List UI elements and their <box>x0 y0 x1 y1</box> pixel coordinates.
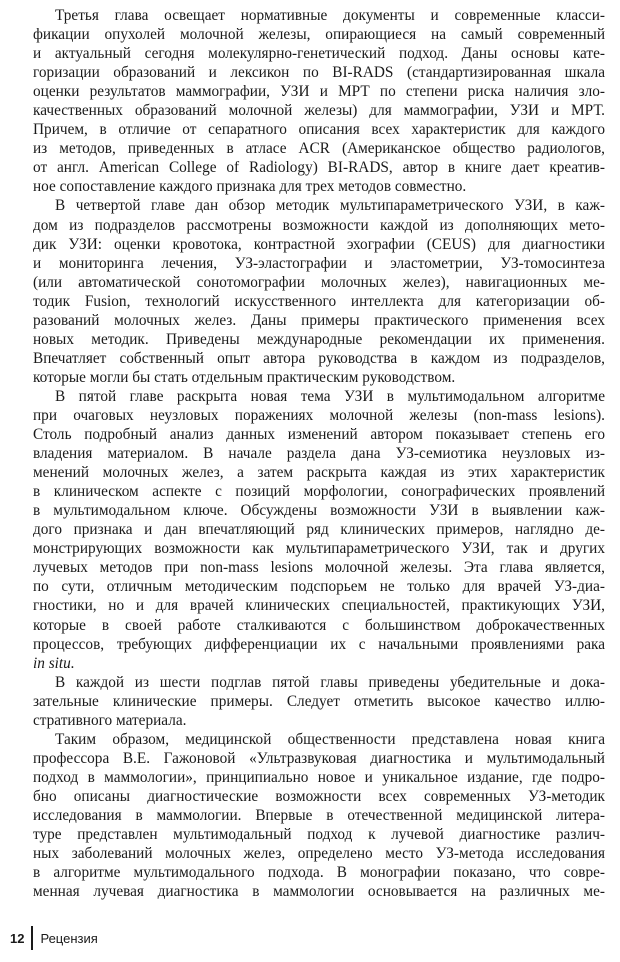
text-line: в клиническом аспекте с позиций морфологии, сонографических проявлений <box>33 483 605 501</box>
text-line: и мониторинга лечения, УЗ-эластографии и эластометрии, УЗ-томосинтеза <box>33 254 605 272</box>
text-line: горизации образований и лексикон по BI-RADS (стандартизированная шкала <box>33 64 605 82</box>
text-line: В пятой главе раскрыта новая тема УЗИ в мультимодальном алгоритме <box>55 387 605 405</box>
text-line: подход в маммологии», принципиально новое и уникальное издание, где подро- <box>33 768 605 786</box>
text-line: и актуальный сегодня молекулярно-генетический подход. Даны основы кате- <box>33 45 605 63</box>
text-line: дого признака и дан впечатляющий ряд клинических примеров, наглядно де- <box>33 521 605 539</box>
text-line: стративного материала. <box>33 711 187 729</box>
text-line: менная лучевая диагностика в маммологии основывается на различных ме- <box>33 883 605 901</box>
text-line: оценки результатов маммографии, УЗИ и МРТ по степени риска наличия зло- <box>33 83 605 101</box>
text-line: которые в своей работе сталкиваются с большинством доброкачественных <box>33 616 605 634</box>
text-line: В каждой из шести подглав пятой главы приведены убедительные и дока- <box>55 673 605 691</box>
text-line: в мультимодальном ключе. Обсуждены возможности УЗИ в выявлении каж- <box>33 502 605 520</box>
text-line: лучевых методов при non-mass lesions молочной железы. Эта глава является, <box>33 559 605 577</box>
text-line: владения материалом. В начале раздела дана УЗ-семиотика неузловых из- <box>33 445 605 463</box>
section-title: Рецензия <box>40 930 98 946</box>
page-number: 12 <box>10 930 25 946</box>
text-line: исследования в маммологии. Впервые в отечественной медицинской литера- <box>33 806 605 824</box>
text-line: фикации опухолей молочной железы, опирающиеся на самый современный <box>33 26 605 44</box>
text-line: новых методик. Приведены международные рекомендации их применения. <box>33 330 605 348</box>
text-line: Столь подробный анализ данных изменений автором показывает степень его <box>33 426 605 444</box>
text-line: из методов, приведенных в атласе ACR (Американское общество радиологов, <box>33 140 605 158</box>
text-line: разований молочных желез. Даны примеры практического применения всех <box>33 311 605 329</box>
text-line: процессов, требующих дифференциации их с начальными проявлениями рака <box>33 635 605 653</box>
text-line: при очаговых неузловых поражениях молочной железы (non-mass lesions). <box>33 406 605 424</box>
text-line: туре представлен мультимодальный подход к лучевой диагностике различ- <box>33 826 605 844</box>
text-line: Таким образом, медицинской общественности представлена новая книга <box>55 730 605 748</box>
paragraph-chapter-5 <box>33 387 605 673</box>
text-line: бно описаны диагностические возможности всех современных УЗ-методик <box>33 787 605 805</box>
page-footer <box>10 925 98 951</box>
text-line: профессора В.Е. Гажоновой «Ультразвуковая диагностика и мультимодальный <box>33 749 605 767</box>
paragraph-examples <box>33 673 605 730</box>
page-body <box>33 6 605 901</box>
text-line: качественных образований молочной железы) для маммографии, УЗИ и МРТ. <box>33 102 605 120</box>
text-line: Причем, в отличие от сепаратного описания всех характеристик для каждого <box>33 121 605 139</box>
text-line: В четвертой главе дан обзор методик мультипараметрического УЗИ, в каж- <box>55 197 605 215</box>
text-line: менений молочных желез, а затем раскрыта каждая из этих характеристик <box>33 464 605 482</box>
text-line: Третья глава освещает нормативные документы и современные класси- <box>55 7 605 24</box>
text-line: дик УЗИ: оценки кровотока, контрастной эхографии (CEUS) для диагностики <box>33 235 605 253</box>
text-line: в алгоритме мультимодального подхода. В монографии показано, что совре- <box>33 864 605 882</box>
paragraph-conclusion <box>33 730 605 901</box>
text-line: зательные клинические примеры. Следует отметить высокое качество иллю- <box>33 692 605 710</box>
paragraph-chapter-4 <box>33 196 605 386</box>
text-line: ных заболеваний молочных желез, определено место УЗ-метода исследования <box>33 845 605 863</box>
text-line: in situ. <box>33 654 75 672</box>
paragraph-chapter-3 <box>33 6 605 196</box>
text-line: тодик Fusion, технологий искусственного интеллекта для категоризации об- <box>33 292 605 310</box>
text-line: гностики, но и для врачей клинических специальностей, практикующих УЗИ, <box>33 597 605 615</box>
text-line: от англ. American College of Radiology) BI-RADS, автор в книге дает креатив- <box>33 159 605 177</box>
text-line: по сути, отличным методическим подспорьем не только для врачей УЗ-диа- <box>33 578 605 596</box>
text-line: которые могли бы стать отдельным практическим руководством. <box>33 368 456 386</box>
text-line: монстрирующих возможности как мультипараметрического УЗИ, так и других <box>33 540 605 558</box>
text-line: Впечатляет собственный опыт автора руководства в каждом из подразделов, <box>33 349 605 367</box>
text-line: дом из подразделов рассмотрены возможности каждой из дополняющих мето- <box>33 216 605 234</box>
text-line: ное сопоставление каждого признака для трех методов совместно. <box>33 178 467 196</box>
footer-divider <box>31 926 33 950</box>
text-line: (или автоматической сонотомографии молочных желез), навигационных ме- <box>33 273 605 291</box>
